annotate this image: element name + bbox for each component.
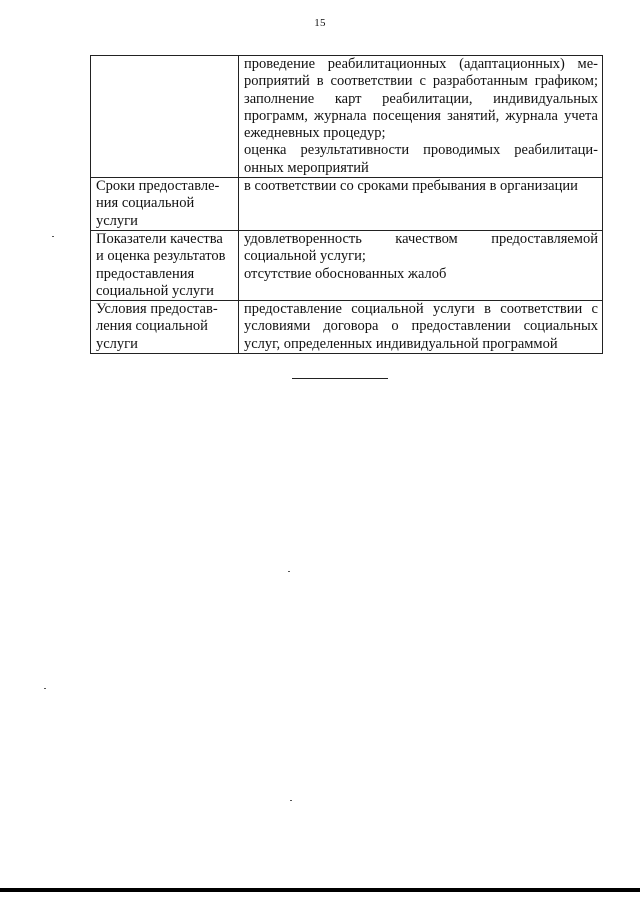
label-line: ния социальной — [96, 195, 195, 212]
label-line: ления социальной — [96, 318, 208, 335]
content-line: программ, журнала посещения занятий, журнала учета — [244, 107, 598, 124]
page-number: 15 — [314, 17, 326, 29]
content-line: социальной услуги; — [244, 248, 366, 265]
content-line: услуг, определенных индивидуальной программой — [244, 335, 558, 352]
content-line: онных мероприятий — [244, 159, 369, 176]
content-line: в соответствии со сроками пребывания в организации — [244, 178, 578, 195]
content-line: оценка результативности проводимых реабилитаци- — [244, 142, 598, 159]
scan-speck — [290, 800, 292, 801]
table-cell-label — [91, 230, 239, 300]
scan-speck — [288, 571, 290, 572]
scan-speck — [44, 688, 46, 689]
label-line: предоставления — [96, 265, 195, 282]
label-line: Показатели качества — [96, 230, 223, 247]
label-line: Сроки предоставле- — [96, 178, 220, 195]
label-line: услуги — [96, 212, 138, 229]
table-cell-content — [239, 230, 603, 300]
table-row — [91, 230, 603, 300]
content-line: отсутствие обоснованных жалоб — [244, 265, 447, 282]
end-of-text-rule — [292, 378, 388, 379]
content-line: ежедневных процедур; — [244, 125, 386, 142]
table-cell-content — [239, 56, 603, 178]
content-line: проведение реабилитационных (адаптационных) ме- — [244, 56, 598, 72]
service-table — [90, 55, 603, 354]
label-line: и оценка результатов — [96, 248, 226, 265]
scan-bottom-edge — [0, 888, 640, 892]
content-line: предоставление социальной услуги в соответствии с — [244, 301, 598, 318]
content-line: условиями договора о предоставлении социальных — [244, 318, 598, 335]
table-cell-label — [91, 301, 239, 354]
content-line: роприятий в соответствии с разработанным графиком; — [244, 73, 598, 90]
table-cell-content — [239, 301, 603, 354]
label-line: услуги — [96, 335, 138, 352]
label-line: социальной услуги — [96, 282, 214, 299]
table-row — [91, 56, 603, 178]
table-cell-label — [91, 56, 239, 178]
table-row — [91, 178, 603, 231]
table-row — [91, 301, 603, 354]
table-cell-content — [239, 178, 603, 231]
label-line: Условия предостав- — [96, 301, 218, 318]
scan-speck — [52, 236, 54, 237]
table-cell-label — [91, 178, 239, 231]
content-line: удовлетворенность качеством предоставляемой — [244, 230, 598, 247]
content-line: заполнение карт реабилитации, индивидуальных — [244, 90, 598, 107]
